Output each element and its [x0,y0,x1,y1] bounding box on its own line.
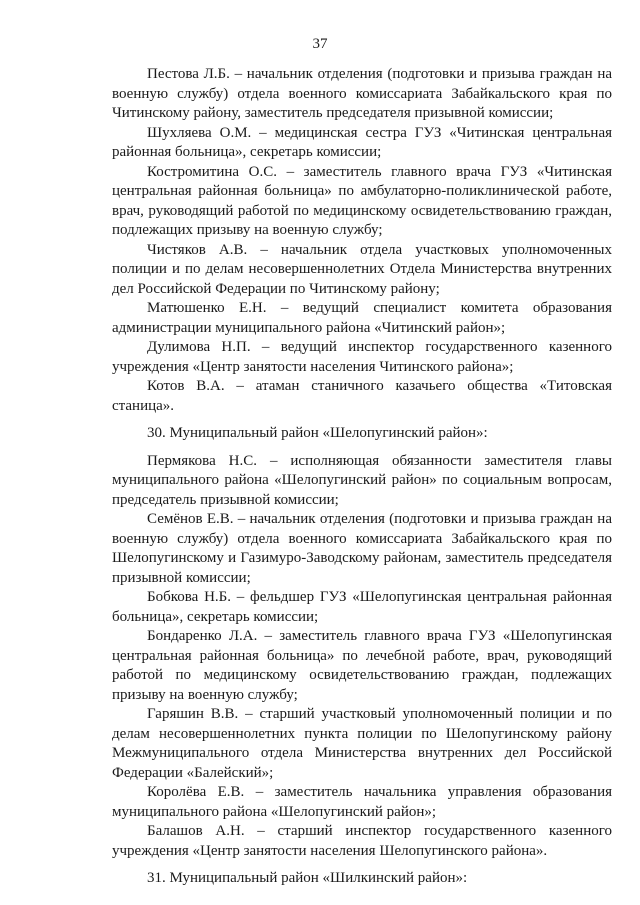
paragraph: Гаряшин В.В. – старший участковый уполномоченный полиции и по делам несовершеннолетних пункта полиции по Шелопугинскому району Межмуниципального отдела Министерства внутренних дел Российской Федерации «Балейский»; [112,706,612,781]
paragraph: Шухляева О.М. – медицинская сестра ГУЗ «Читинская центральная районная больница», секретарь комиссии; [112,124,612,160]
page-number: 37 [312,36,328,52]
paragraph: Котов В.А. – атаман станичного казачьего общества «Титовская станица». [112,378,612,414]
paragraph: Матюшенко Е.Н. – ведущий специалист комитета образования администрации муниципального района «Читинский район»; [112,300,612,336]
paragraph: Королёва Е.В. – заместитель начальника управления образования муниципального района «Шелопугинский район»; [112,784,612,820]
paragraph: Семёнов Е.В. – начальник отделения (подготовки и призыва граждан на военную службу) отдела военного комиссариата Забайкальского края по Шелопугинскому и Газимуро-Заводскому районам, заместитель председателя призывной комиссии; [112,511,612,586]
paragraph: Балашов А.Н. – старший инспектор государственного казенного учреждения «Центр занятости населения Шелопугинского района». [112,823,612,859]
paragraph: Пестова Л.Б. – начальник отделения (подготовки и призыва граждан на военную службу) отдела военного комиссариата Забайкальского края по Читинскому району, заместитель председателя призывной комиссии; [112,66,612,121]
paragraph: Бобкова Н.Б. – фельдшер ГУЗ «Шелопугинская центральная районная больница», секретарь комиссии; [112,589,612,625]
document-body [112,65,612,897]
paragraph: Дулимова Н.П. – ведущий инспектор государственного казенного учреждения «Центр занятости населения Читинского района»; [112,339,612,375]
paragraph: Бондаренко Л.А. – заместитель главного врача ГУЗ «Шелопугинская центральная районная больница» по лечебной работе, врач, руководящий работой по медицинскому освидетельствованию граждан, подлежащих призыву на военную службу; [112,628,612,703]
paragraph: Чистяков А.В. – начальник отдела участковых уполномоченных полиции и по делам несовершеннолетних Отдела Министерства внутренних дел Российской Федерации по Читинскому району; [112,241,612,297]
paragraph: Костромитина О.С. – заместитель главного врача ГУЗ «Читинская центральная районная больница» по амбулаторно-поликлинической работе, врач, руководящий работой по медицинскому освидетельствованию граждан, подлежащих призыву на военную службу; [112,163,612,238]
section-heading: 31. Муниципальный район «Шилкинский район»: [147,870,468,886]
paragraph: Пермякова Н.С. – исполняющая обязанности заместителя главы муниципального района «Шелопугинский район» по социальным вопросам, председатель призывной комиссии; [112,452,612,508]
section-heading: 30. Муниципальный район «Шелопугинский район»: [147,425,488,441]
